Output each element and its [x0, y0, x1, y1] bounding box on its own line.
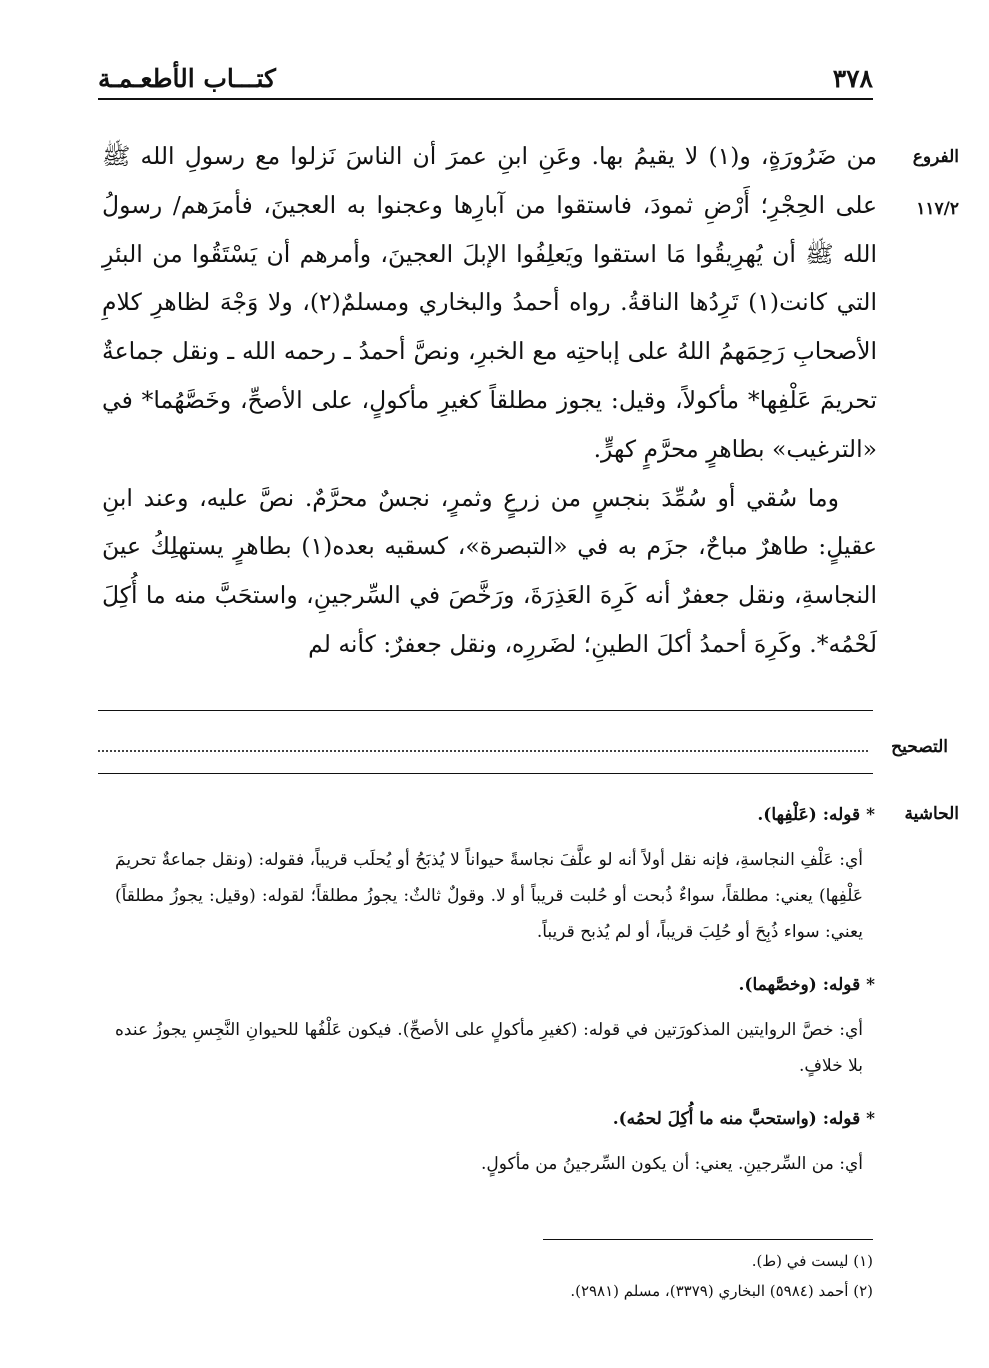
footnotes	[133, 1246, 873, 1306]
main-text	[102, 132, 877, 669]
dotted-leader	[98, 750, 868, 752]
commentary-heading: * قوله: (عَلْفِها).	[757, 805, 875, 825]
tashih-label: التصحيح	[891, 737, 948, 757]
manuscript-reference: ١١٧/٢	[916, 199, 959, 219]
commentary-heading: * قوله: (واستحبَّ منه ما أُكِلَ لحمُه).	[612, 1109, 875, 1129]
footnote: (١) ليست في (ط).	[751, 1252, 873, 1270]
main-paragraph: من ضَرُورَةٍ، و(١) لا يقيمُ بها. وعَنِ ابنِ عمرَ أن الناسَ نَزلوا مع رسولِ الله ﷺ على الحِجْرِ؛ أَرْضِ ثمودَ، فاستقوا من آبارِها وعجنوا به العجينَ، فأمرَهم/ رسولُ الله ﷺ أن يُهرِيقُوا مَا استقوا ويَعلِفُوا الإبلَ العجينَ، وأمرهم أن يَسْتَقُوا من البئرِ التي كانت(١) تَرِدُها الناقةُ. رواه أحمدُ والبخاري ومسلمٌ(٢)، ولا وَجْهَ لظاهرِ كلامِ الأصحابِ رَحِمَهمُ اللهُ على إباحتِه مع الخبرِ، ونصَّ أحمدُ ـ رحمه الله ـ ونقل جماعةٌ تحريمَ عَلْفِها* مأكولاً، وقيل: يجوز مطلقاً كغيرِ مأكولٍ، على الأصحِّ، وخَصَّهُما* في «الترغيب» بطاهرٍ محرَّمٍ كهرٍّ.	[102, 142, 877, 463]
commentary-text: أي: عَلْفِ النجاسةِ، فإنه نقل أولاً أنه لو علَّفَ نجاسةً حيواناً لا يُذبَحُ أو يُحلَب قريباً، فقوله: (ونقل جماعةٌ تحريمَ عَلْفِها) يعني: مطلقاً، سواءٌ ذُبحت أو حُلبت قريباً أو لا. وقولٌ ثالثٌ: يجوزُ مطلقاً؛ لقوله: (وقيل: يجوزُ مطلقاً) يعني: سواء ذُبِحَ أو حُلِبَ قريباً، أو لم يُذبح قريباً.	[115, 850, 863, 942]
footnote-divider	[543, 1239, 873, 1240]
commentary-text: أي: خصَّ الروايتين المذكورَتين في قوله: (كغيرِ مأكولٍ على الأصحِّ). فيكون عَلْفُها للحيوانِ النَّجِسِ يجوزُ عنده بلا خلافٍ.	[115, 1020, 863, 1076]
tashih-section	[98, 737, 948, 763]
book-title: كتـــاب الأطعـمـة	[98, 64, 276, 93]
page-header	[98, 58, 873, 100]
main-paragraph: وما سُقي أو سُمِّدَ بنجسٍ من زرعٍ وثمرٍ، نجسٌ محرَّمٌ. نصَّ عليه، وعند ابنِ عقيلٍ: طاهرٌ مباحٌ، جزَم به في «التبصرة»، كسقيه بعده(١) بطاهرٍ يستهلِكُ عينَ النجاسةِ، ونقل جعفرٌ أنه كَرِهَ العَذِرَةَ، ورَخَّصَ في السِّرجينِ، واستحَبَّ منه ما أُكِلَ لَحْمُه*. وكَرِهَ أحمدُ أكلَ الطينِ؛ لضَررِه، ونقل جعفرٌ: كأنه لم	[102, 483, 877, 658]
hashia-label: الحاشية	[904, 804, 959, 824]
commentary-text: أي: من السِّرجينِ. يعني: أن يكون السِّرجينُ من مأكولٍ.	[480, 1154, 863, 1174]
page-number: ٣٧٨	[832, 64, 873, 93]
divider	[98, 710, 873, 711]
commentary-heading: * قوله: (وخصَّهما).	[738, 975, 875, 995]
divider	[98, 773, 873, 774]
section-label-furu: الفروع	[912, 147, 959, 167]
hashia-commentary	[115, 798, 875, 1200]
footnote: (٢) أحمد (٥٩٨٤) البخاري (٣٣٧٩)، مسلم (٢٩٨١).	[570, 1282, 873, 1300]
